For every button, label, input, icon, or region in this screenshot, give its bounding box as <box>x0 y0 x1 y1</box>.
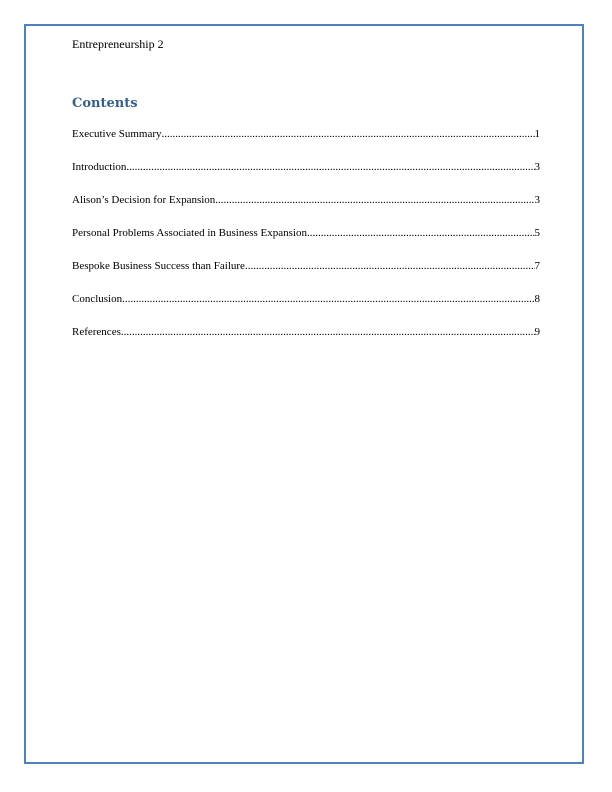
toc-entry-references[interactable] <box>72 325 540 358</box>
toc-entry-alisons-decision[interactable] <box>72 193 540 226</box>
toc-dot-leader <box>307 226 535 240</box>
toc-dot-leader <box>121 325 535 339</box>
toc-entry-title[interactable]: Alison’s Decision for Expansion <box>72 194 216 206</box>
toc-entry-page-number[interactable]: 9 <box>534 326 540 338</box>
toc-entry-page-number[interactable]: 1 <box>534 128 540 140</box>
table-of-contents <box>72 127 540 358</box>
toc-heading: Contents <box>72 96 138 111</box>
toc-entry-bespoke-business[interactable] <box>72 259 540 292</box>
toc-entry-page-number[interactable]: 3 <box>534 161 540 173</box>
toc-dot-leader <box>245 259 535 273</box>
toc-entry-title[interactable]: Bespoke Business Success than Failure <box>72 260 245 272</box>
toc-entry-personal-problems[interactable] <box>72 226 540 259</box>
toc-entry-title[interactable]: Introduction <box>72 161 127 173</box>
toc-dot-leader <box>122 292 534 306</box>
toc-entry-introduction[interactable] <box>72 160 540 193</box>
toc-entry-title[interactable]: Personal Problems Associated in Business Expansion <box>72 227 307 239</box>
toc-entry-page-number[interactable]: 7 <box>534 260 540 272</box>
toc-dot-leader <box>162 127 535 141</box>
toc-entry-page-number[interactable]: 5 <box>534 227 540 239</box>
toc-entry-conclusion[interactable] <box>72 292 540 325</box>
toc-entry-executive-summary[interactable] <box>72 127 540 160</box>
toc-dot-leader <box>215 193 534 207</box>
toc-entry-title[interactable]: References <box>72 326 121 338</box>
running-head: Entrepreneurship 2 <box>72 37 164 51</box>
toc-dot-leader <box>126 160 534 174</box>
toc-entry-title[interactable]: Conclusion <box>72 293 123 305</box>
toc-entry-page-number[interactable]: 8 <box>534 293 540 305</box>
toc-entry-title[interactable]: Executive Summary <box>72 128 162 140</box>
toc-entry-page-number[interactable]: 3 <box>534 194 540 206</box>
